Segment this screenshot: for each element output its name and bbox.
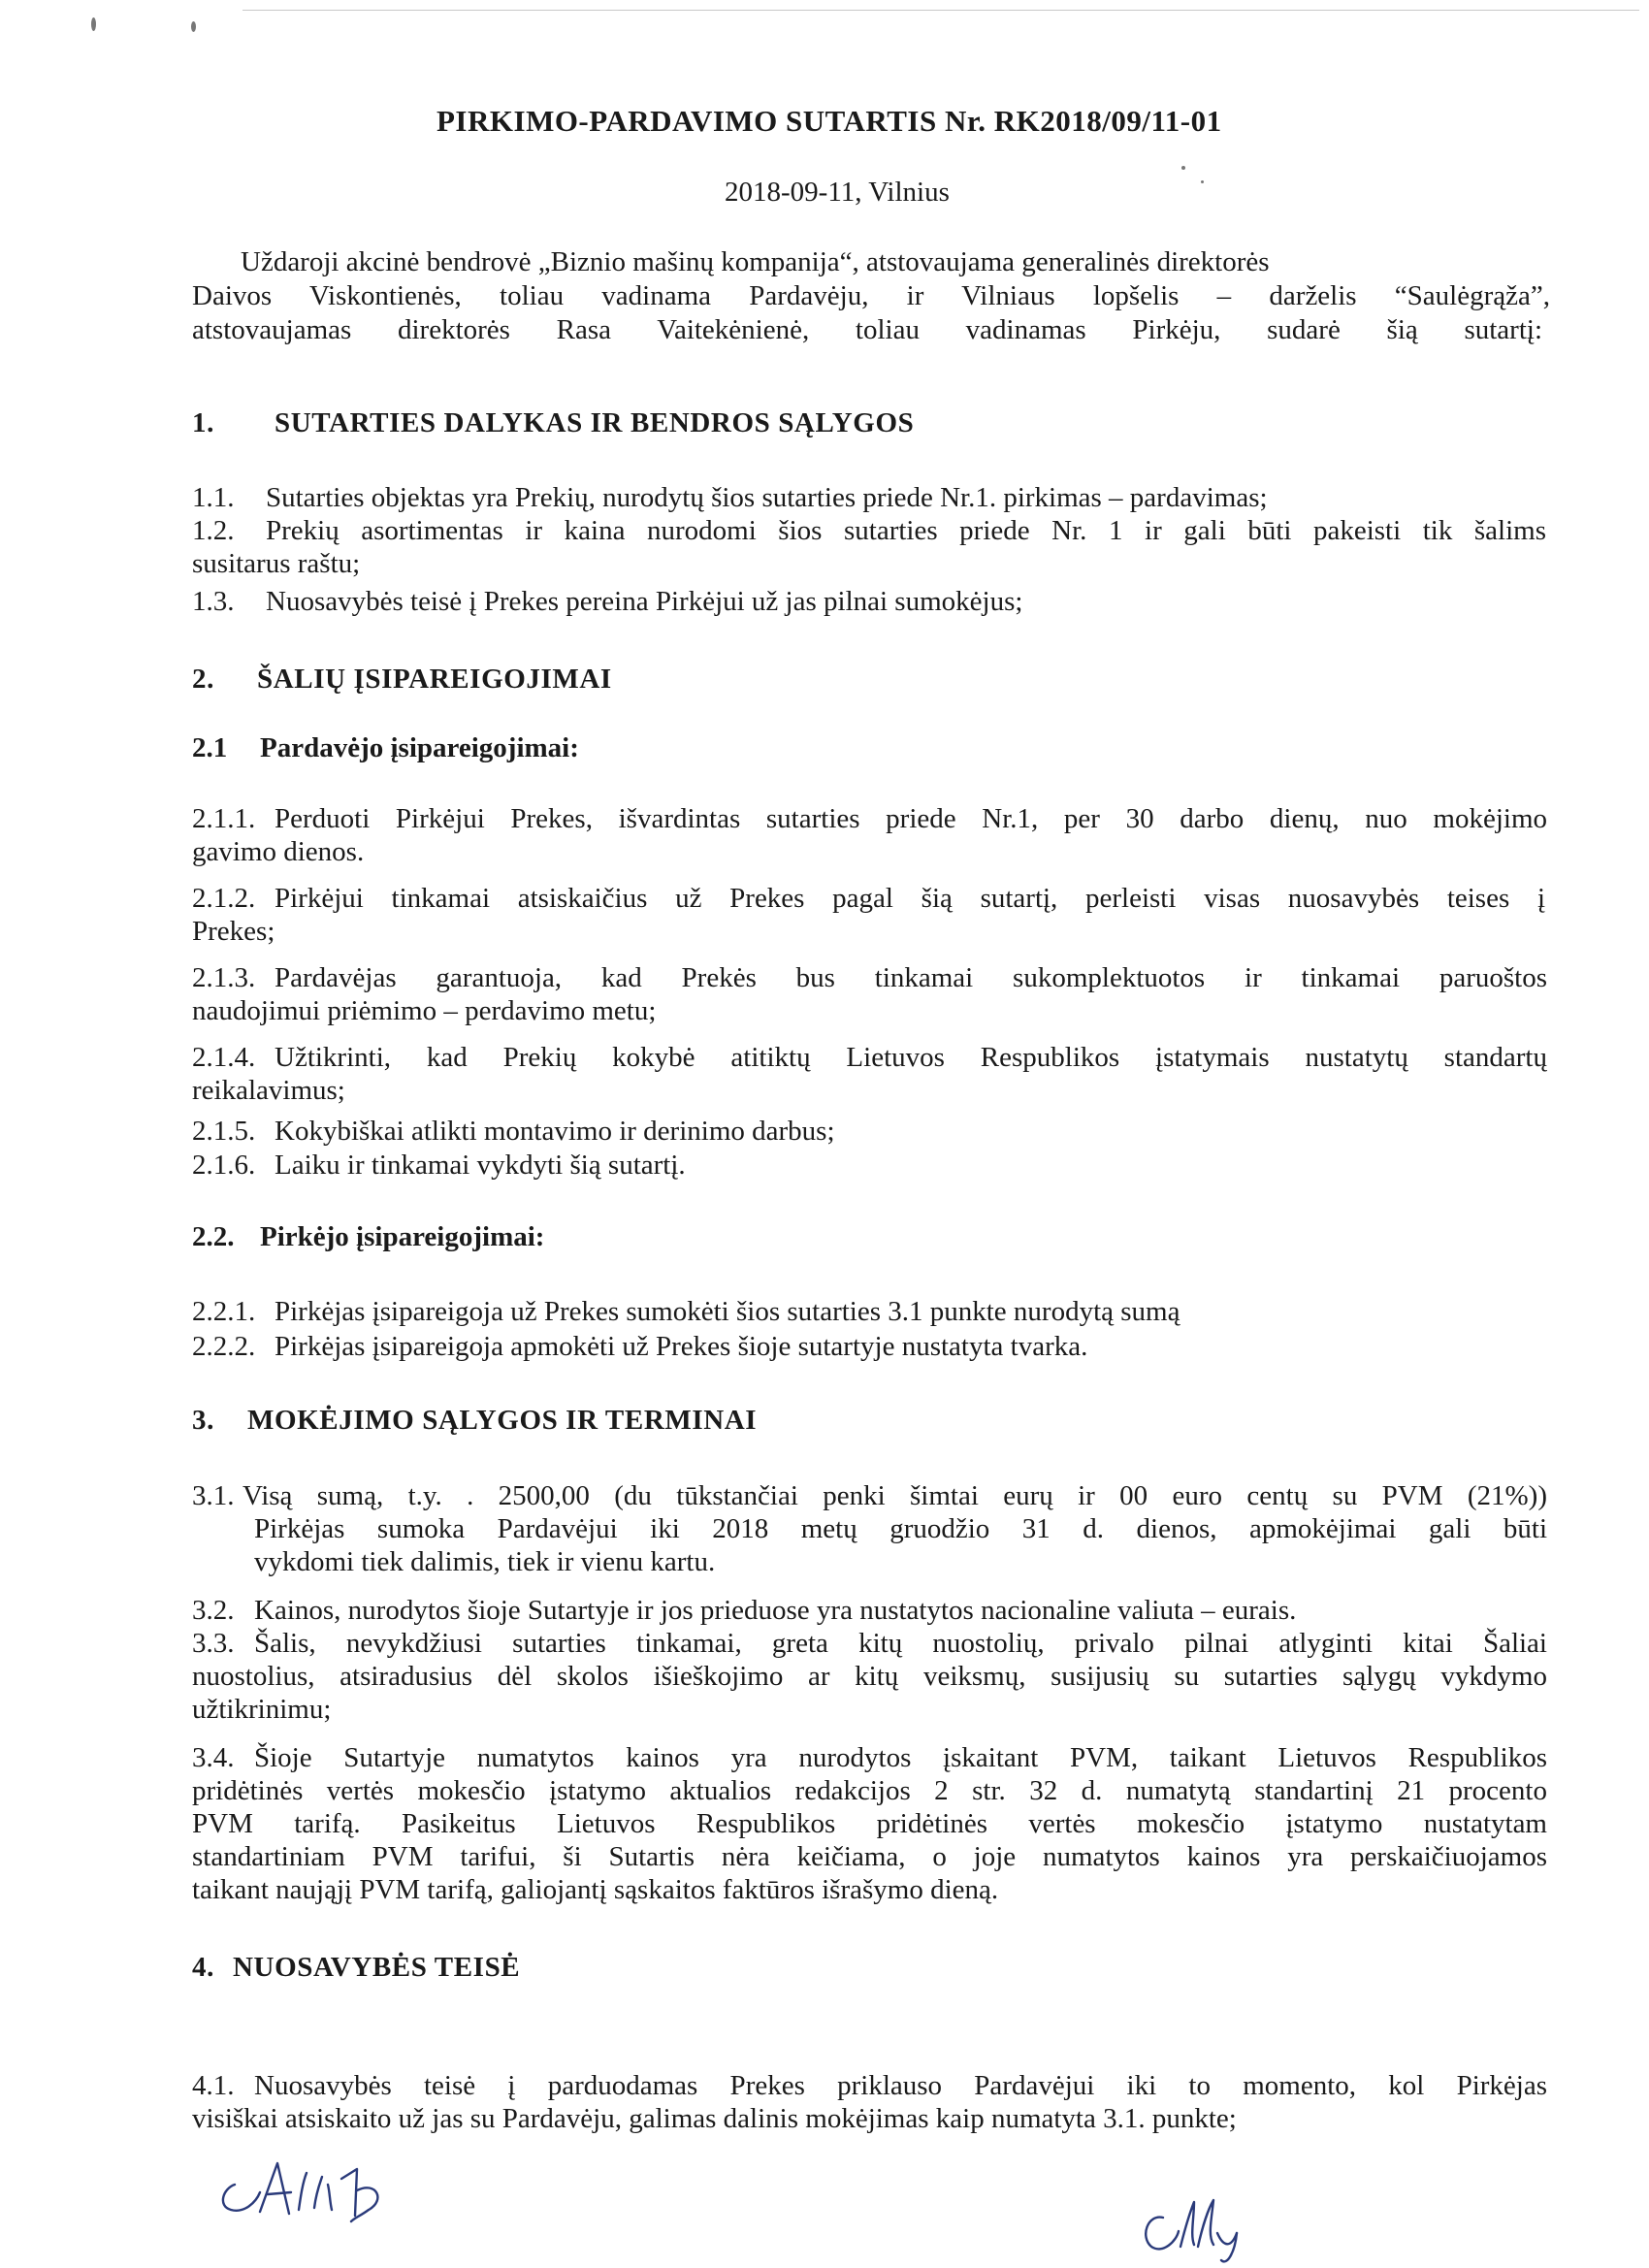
section-1-number: 1. (192, 407, 214, 438)
clause-text: Kokybiškai atlikti montavimo ir derinimo darbus; (275, 1116, 835, 1147)
clause-number: 3.1. (192, 1480, 235, 1511)
clause-text: Šioje Sutartyje numatytos kainos yra nurodytos įskaitant PVM, taikant Lietuvos Respublikos (254, 1742, 1547, 1773)
clause-number: 1.1. (192, 482, 235, 513)
clause-number: 3.2. (192, 1595, 235, 1626)
contract-title: PIRKIMO-PARDAVIMO SUTARTIS Nr. RK2018/09/11-01 (436, 104, 1222, 138)
clause-number: 1.2. (192, 515, 235, 546)
clause-text: Perduoti Pirkėjui Prekes, išvardintas sutarties priede Nr.1, per 30 darbo dienų, nuo mokėjimo (275, 803, 1547, 834)
clause-text: Prekes; (192, 916, 275, 947)
section-2-heading: ŠALIŲ ĮSIPAREIGOJIMAI (257, 664, 612, 695)
clause-text: Pirkėjui tinkamai atsiskaičius už Prekes pagal šią sutartį, perleisti visas nuosavybės teises į (275, 883, 1545, 914)
intro-line: Daivos Viskontienės, toliau vadinama Pardavėju, ir Vilniaus lopšelis – darželis “Saulėgrąža”, (192, 280, 1550, 311)
section-3-heading: MOKĖJIMO SĄLYGOS IR TERMINAI (247, 1405, 758, 1436)
subsection-number: 2.2. (192, 1221, 235, 1252)
clause-number: 2.2.2. (192, 1331, 256, 1362)
clause-text: susitarus raštu; (192, 548, 361, 579)
section-4-number: 4. (192, 1952, 214, 1983)
clause-number: 2.1.1. (192, 803, 256, 834)
scan-speck (1201, 180, 1204, 183)
section-1-heading: SUTARTIES DALYKAS IR BENDROS SĄLYGOS (275, 407, 915, 438)
clause-text: Kainos, nurodytos šioje Sutartyje ir jos prieduose yra nustatytos nacionaline valiuta – eurais. (254, 1595, 1297, 1626)
intro-line: Uždaroji akcinė bendrovė „Biznio mašinų kompanija“, atstovaujama generalinės direktorės (241, 246, 1270, 277)
clause-text: pridėtinės vertės mokesčio įstatymo aktualios redakcijos 2 str. 32 d. numatytą standartinį 21 procento (192, 1775, 1547, 1806)
clause-text: gavimo dienos. (192, 836, 365, 867)
clause-text: užtikrinimu; (192, 1694, 332, 1725)
clause-text: Pirkėjas įsipareigoja už Prekes sumokėti šios sutarties 3.1 punkte nurodytą sumą (275, 1296, 1180, 1327)
section-2-number: 2. (192, 664, 214, 695)
clause-text: Visą sumą, t.y. . 2500,00 (du tūkstančiai penki šimtai eurų ir 00 euro centų su PVM (21%)) (242, 1480, 1547, 1511)
clause-text: Šalis, nevykdžiusi sutarties tinkamai, greta kitų nuostolių, privalo pilnai atlyginti kitai Šaliai (254, 1628, 1547, 1659)
clause-text: taikant naująjį PVM tarifą, galiojantį sąskaitos faktūros išrašymo dieną. (192, 1874, 999, 1905)
section-4-heading: NUOSAVYBĖS TEISĖ (233, 1952, 521, 1983)
clause-text: naudojimui priėmimo – perdavimo metu; (192, 995, 657, 1026)
clause-number: 3.4. (192, 1742, 235, 1773)
clause-text: Užtikrinti, kad Prekių kokybė atitiktų Lietuvos Respublikos įstatymais nustatytų standartų (275, 1042, 1547, 1073)
clause-number: 3.3. (192, 1628, 235, 1659)
clause-text: Laiku ir tinkamai vykdyti šią sutartį. (275, 1150, 686, 1181)
clause-number: 2.1.6. (192, 1150, 256, 1181)
scan-speck (1181, 166, 1185, 170)
clause-number: 2.1.2. (192, 883, 256, 914)
scan-edge-line (242, 10, 1639, 11)
clause-text: Pirkėjas sumoka Pardavėjui iki 2018 metų gruodžio 31 d. dienos, apmokėjimai gali būti (254, 1513, 1547, 1544)
clause-number: 4.1. (192, 2070, 235, 2101)
clause-text: vykdomi tiek dalimis, tiek ir vienu kartu. (254, 1546, 716, 1577)
contract-date-place: 2018-09-11, Vilnius (725, 177, 950, 208)
clause-number: 1.3. (192, 586, 235, 617)
intro-line: atstovaujamas direktorės Rasa Vaitekėnienė, toliau vadinamas Pirkėju, sudarė šią sutartį: (192, 314, 1542, 345)
clause-text: Nuosavybės teisė į parduodamas Prekes priklauso Pardavėjui iki to momento, kol Pirkėjas (254, 2070, 1547, 2101)
subsection-heading: Pirkėjo įsipareigojimai: (260, 1221, 545, 1252)
clause-text: Pardavėjas garantuoja, kad Prekės bus tinkamai sukomplektuotos ir tinkamai paruoštos (275, 962, 1547, 993)
subsection-number: 2.1 (192, 732, 228, 763)
clause-number: 2.1.5. (192, 1116, 256, 1147)
clause-text: reikalavimus; (192, 1075, 345, 1106)
clause-text: Prekių asortimentas ir kaina nurodomi šios sutarties priede Nr. 1 ir gali būti pakeisti tik šalims (266, 515, 1546, 546)
clause-text: standartiniam PVM tarifui, ši Sutartis nėra keičiama, o joje numatytos kainos yra perskaičiuojamos (192, 1841, 1547, 1872)
buyer-signature-icon (1130, 2185, 1305, 2268)
clause-number: 2.1.4. (192, 1042, 256, 1073)
clause-text: Pirkėjas įsipareigoja apmokėti už Prekes šioje sutartyje nustatyta tvarka. (275, 1331, 1088, 1362)
clause-text: visiškai atsiskaito už jas su Pardavėju, galimas dalinis mokėjimas kaip numatyta 3.1. punkte; (192, 2103, 1237, 2134)
clause-number: 2.1.3. (192, 962, 256, 993)
clause-text: nuostolius, atsiradusius dėl skolos išieškojimo ar kitų veiksmų, susijusių su sutarties sąlygų vykdymo (192, 1661, 1547, 1692)
scan-speck (191, 21, 196, 32)
section-3-number: 3. (192, 1405, 214, 1436)
clause-text: Nuosavybės teisė į Prekes pereina Pirkėjui už jas pilnai sumokėjus; (266, 586, 1023, 617)
scan-speck (91, 17, 96, 31)
clause-number: 2.2.1. (192, 1296, 256, 1327)
subsection-heading: Pardavėjo įsipareigojimai: (260, 732, 579, 763)
clause-text: Sutarties objektas yra Prekių, nurodytų šios sutarties priede Nr.1. pirkimas – pardavimas; (266, 482, 1268, 513)
seller-signature-icon (206, 2124, 419, 2231)
clause-text: PVM tarifą. Pasikeitus Lietuvos Respublikos pridėtinės vertės mokesčio įstatymo nustatytam (192, 1808, 1547, 1839)
